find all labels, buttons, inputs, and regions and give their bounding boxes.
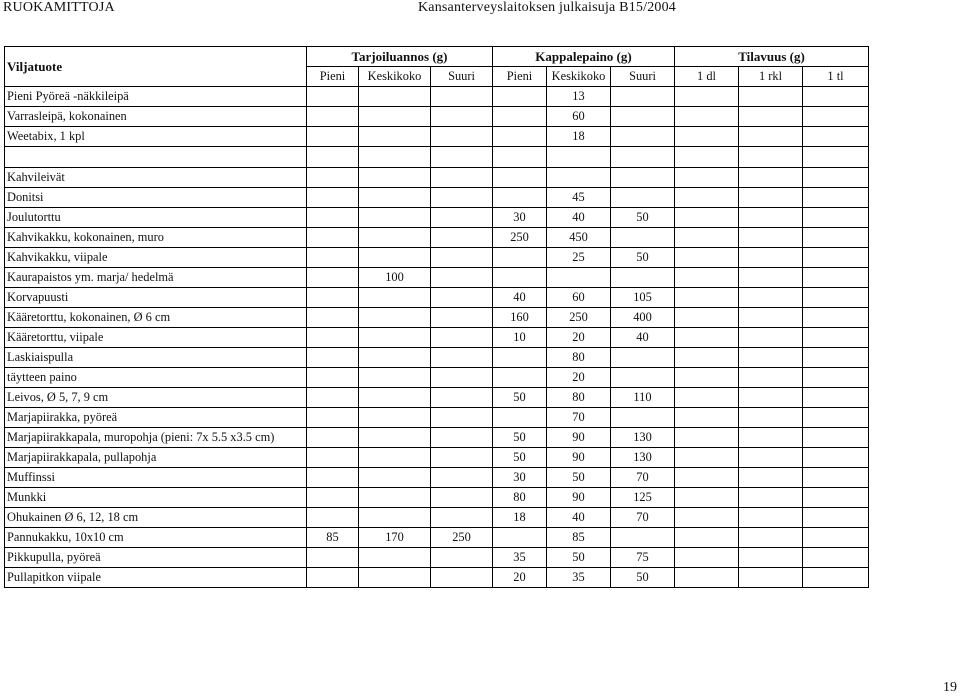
subheader: Keskikoko: [547, 67, 611, 87]
table-cell: [675, 568, 739, 588]
table-cell: [611, 127, 675, 147]
table-cell: [803, 288, 869, 308]
table-cell: [675, 228, 739, 248]
table-cell: [359, 368, 431, 388]
table-cell: [307, 448, 359, 468]
table-cell: 40: [547, 508, 611, 528]
table-cell: [803, 188, 869, 208]
table-row: [5, 528, 869, 548]
table-cell: 40: [611, 328, 675, 348]
table-cell: [359, 188, 431, 208]
table-row: [5, 308, 869, 328]
table-cell: 80: [493, 488, 547, 508]
table-cell: [431, 548, 493, 568]
table-cell: [431, 288, 493, 308]
table-cell: [493, 87, 547, 107]
table-row: [5, 448, 869, 468]
table-cell: [431, 408, 493, 428]
table-cell: [431, 568, 493, 588]
table-cell: 70: [547, 408, 611, 428]
table-cell: 85: [547, 528, 611, 548]
table-cell: [431, 168, 493, 188]
table-cell: [431, 107, 493, 127]
table-cell: [739, 408, 803, 428]
table-cell: [675, 147, 739, 168]
table-cell: [431, 388, 493, 408]
table-cell: [359, 127, 431, 147]
table-cell: [307, 408, 359, 428]
table-cell: [675, 188, 739, 208]
table-cell: [307, 127, 359, 147]
table-row: [5, 147, 869, 168]
table-cell: [675, 388, 739, 408]
table-cell: [307, 548, 359, 568]
table-cell: [611, 107, 675, 127]
table-cell: [611, 348, 675, 368]
table-cell: [611, 87, 675, 107]
row-label: Marjapiirakkapala, pullapohja: [5, 448, 307, 468]
table-cell: 60: [547, 288, 611, 308]
table-cell: [431, 228, 493, 248]
table-cell: [675, 528, 739, 548]
table-cell: [493, 147, 547, 168]
row-label: Kääretorttu, kokonainen, Ø 6 cm: [5, 308, 307, 328]
table-row: [5, 127, 869, 147]
table-cell: [493, 248, 547, 268]
row-label: Marjapiirakkapala, muropohja (pieni: 7x 5.5 x3.5 cm): [5, 428, 307, 448]
table-cell: [739, 508, 803, 528]
table-cell: [359, 428, 431, 448]
group-header-piece-weight: Kappalepaino (g): [493, 47, 675, 67]
table-cell: [611, 268, 675, 288]
table-cell: [739, 488, 803, 508]
table-cell: [803, 528, 869, 548]
table-cell: [803, 388, 869, 408]
table-cell: [359, 508, 431, 528]
table-cell: [803, 568, 869, 588]
subheader: Pieni: [493, 67, 547, 87]
table-cell: 50: [611, 248, 675, 268]
table-row: [5, 87, 869, 107]
table-cell: [359, 87, 431, 107]
table-row: [5, 288, 869, 308]
table-cell: [739, 468, 803, 488]
table-cell: [803, 488, 869, 508]
row-label: Laskiaispulla: [5, 348, 307, 368]
table-cell: [803, 248, 869, 268]
table-cell: [739, 208, 803, 228]
table-cell: 85: [307, 528, 359, 548]
table-cell: [307, 508, 359, 528]
table-cell: [739, 188, 803, 208]
table-cell: 20: [547, 328, 611, 348]
row-label: Varrasleipä, kokonainen: [5, 107, 307, 127]
table-cell: [307, 328, 359, 348]
row-label: Pikkupulla, pyöreä: [5, 548, 307, 568]
table-cell: [359, 308, 431, 328]
table-cell: 125: [611, 488, 675, 508]
table-cell: [431, 508, 493, 528]
table-cell: [493, 368, 547, 388]
table-cell: [307, 468, 359, 488]
table-cell: [739, 228, 803, 248]
table-cell: [307, 248, 359, 268]
table-cell: [675, 288, 739, 308]
table-cell: [803, 548, 869, 568]
table-cell: [675, 87, 739, 107]
table-cell: 30: [493, 468, 547, 488]
table-cell: [307, 268, 359, 288]
table-cell: [611, 168, 675, 188]
table-cell: [739, 127, 803, 147]
table-cell: [803, 348, 869, 368]
table-cell: [739, 87, 803, 107]
table-cell: [675, 348, 739, 368]
table-cell: [803, 508, 869, 528]
table-cell: [739, 288, 803, 308]
table-cell: [307, 308, 359, 328]
table-cell: [431, 308, 493, 328]
table-cell: 40: [493, 288, 547, 308]
table-cell: 35: [547, 568, 611, 588]
table-cell: [739, 268, 803, 288]
table-cell: [431, 127, 493, 147]
table-cell: 50: [547, 468, 611, 488]
row-label: Kahvikakku, kokonainen, muro: [5, 228, 307, 248]
table-cell: [803, 147, 869, 168]
table-cell: [307, 228, 359, 248]
row-label: Marjapiirakka, pyöreä: [5, 408, 307, 428]
row-label: Pieni Pyöreä -näkkileipä: [5, 87, 307, 107]
table-cell: 90: [547, 448, 611, 468]
table-cell: [431, 368, 493, 388]
table-cell: [675, 208, 739, 228]
table-cell: [803, 228, 869, 248]
table-cell: 400: [611, 308, 675, 328]
table-row: [5, 468, 869, 488]
table-row: [5, 348, 869, 368]
table-cell: [307, 388, 359, 408]
table-cell: [493, 528, 547, 548]
table-cell: [431, 208, 493, 228]
running-header-right: Kansanterveyslaitoksen julkaisuja B15/2004: [417, 0, 676, 15]
table-cell: 80: [547, 348, 611, 368]
table-cell: [359, 488, 431, 508]
table-cell: [675, 107, 739, 127]
table-cell: [493, 127, 547, 147]
table-cell: [307, 168, 359, 188]
table-cell: [611, 528, 675, 548]
table-cell: [359, 328, 431, 348]
table-cell: [547, 168, 611, 188]
table-cell: 45: [547, 188, 611, 208]
row-label: Pullapitkon viipale: [5, 568, 307, 588]
food-portion-table: [4, 46, 869, 588]
table-cell: 250: [493, 228, 547, 248]
table-cell: [739, 308, 803, 328]
table-cell: [739, 248, 803, 268]
table-row: [5, 548, 869, 568]
row-label: täytteen paino: [5, 368, 307, 388]
table-cell: [739, 568, 803, 588]
table-cell: [675, 328, 739, 348]
table-cell: [359, 248, 431, 268]
subheader: Suuri: [431, 67, 493, 87]
table-cell: 30: [493, 208, 547, 228]
table-row: [5, 107, 869, 127]
table-cell: [803, 368, 869, 388]
table-cell: [359, 388, 431, 408]
table-row: [5, 388, 869, 408]
table-row: [5, 428, 869, 448]
group-header-serving: Tarjoiluannos (g): [307, 47, 493, 67]
table-cell: 18: [493, 508, 547, 528]
table-cell: 10: [493, 328, 547, 348]
table-cell: [431, 147, 493, 168]
row-label: Weetabix, 1 kpl: [5, 127, 307, 147]
table-cell: [307, 147, 359, 168]
row-label: Kahvileivät: [5, 168, 307, 188]
table-cell: [547, 268, 611, 288]
table-cell: [493, 348, 547, 368]
table-cell: 70: [611, 468, 675, 488]
table-cell: 18: [547, 127, 611, 147]
table-cell: [307, 368, 359, 388]
table-cell: [307, 568, 359, 588]
subheader: Keskikoko: [359, 67, 431, 87]
table-cell: 130: [611, 448, 675, 468]
table-cell: [675, 368, 739, 388]
table-cell: 50: [611, 208, 675, 228]
table-cell: [675, 408, 739, 428]
table-cell: [739, 548, 803, 568]
table-cell: [431, 87, 493, 107]
table-cell: [803, 208, 869, 228]
table-cell: [739, 168, 803, 188]
table-row: [5, 248, 869, 268]
row-label: Korvapuusti: [5, 288, 307, 308]
table-cell: 50: [493, 448, 547, 468]
table-cell: [611, 368, 675, 388]
table-cell: [431, 188, 493, 208]
table-cell: [307, 188, 359, 208]
table-cell: 110: [611, 388, 675, 408]
table-cell: [359, 348, 431, 368]
table-cell: 90: [547, 428, 611, 448]
table-cell: [675, 268, 739, 288]
table-cell: [803, 448, 869, 468]
row-label: Kaurapaistos ym. marja/ hedelmä: [5, 268, 307, 288]
table-cell: [359, 468, 431, 488]
table-cell: [359, 448, 431, 468]
table-cell: 100: [359, 268, 431, 288]
table-cell: [431, 448, 493, 468]
table-cell: [431, 488, 493, 508]
table-cell: [359, 288, 431, 308]
table-cell: 75: [611, 548, 675, 568]
table-cell: [307, 428, 359, 448]
table-cell: [675, 308, 739, 328]
table-row: [5, 328, 869, 348]
table-cell: [739, 448, 803, 468]
table-cell: 60: [547, 107, 611, 127]
table-cell: [803, 328, 869, 348]
row-label: Munkki: [5, 488, 307, 508]
subheader: 1 tl: [803, 67, 869, 87]
table-cell: [675, 168, 739, 188]
row-label: Ohukainen Ø 6, 12, 18 cm: [5, 508, 307, 528]
table-cell: [803, 87, 869, 107]
table-cell: [803, 308, 869, 328]
page-number: 19: [943, 680, 957, 695]
table-cell: [493, 168, 547, 188]
table-cell: 170: [359, 528, 431, 548]
table-cell: [739, 147, 803, 168]
table-cell: [359, 208, 431, 228]
table-cell: [547, 147, 611, 168]
row-label: Joulutorttu: [5, 208, 307, 228]
group-header-volume: Tilavuus (g): [675, 47, 869, 67]
table-cell: [675, 488, 739, 508]
table-cell: [739, 328, 803, 348]
table-cell: [675, 508, 739, 528]
row-label: Muffinssi: [5, 468, 307, 488]
table-row: [5, 188, 869, 208]
table-cell: [307, 87, 359, 107]
table-cell: 50: [547, 548, 611, 568]
table-cell: 40: [547, 208, 611, 228]
table-cell: [675, 548, 739, 568]
table-cell: [803, 168, 869, 188]
table-cell: [739, 388, 803, 408]
table-cell: 130: [611, 428, 675, 448]
table-row: [5, 488, 869, 508]
table-cell: [431, 268, 493, 288]
table-cell: [803, 468, 869, 488]
table-cell: [739, 348, 803, 368]
subheader: Suuri: [611, 67, 675, 87]
subheader: 1 dl: [675, 67, 739, 87]
table-cell: [803, 408, 869, 428]
table-row: [5, 568, 869, 588]
row-label: Kahvikakku, viipale: [5, 248, 307, 268]
table-cell: [739, 528, 803, 548]
row-label: [5, 147, 307, 168]
table-cell: 250: [547, 308, 611, 328]
table-cell: [493, 188, 547, 208]
running-header-left: RUOKAMITTOJA: [3, 0, 115, 15]
table-cell: [493, 408, 547, 428]
table-cell: [359, 228, 431, 248]
table-cell: [739, 107, 803, 127]
table-cell: 50: [611, 568, 675, 588]
row-label: Kääretorttu, viipale: [5, 328, 307, 348]
table-cell: 20: [547, 368, 611, 388]
table-cell: 250: [431, 528, 493, 548]
table-cell: [675, 448, 739, 468]
table-cell: [803, 127, 869, 147]
row-label: Leivos, Ø 5, 7, 9 cm: [5, 388, 307, 408]
row-label: Pannukakku, 10x10 cm: [5, 528, 307, 548]
table-cell: [611, 147, 675, 168]
table-cell: 90: [547, 488, 611, 508]
table-cell: 450: [547, 228, 611, 248]
table-cell: 105: [611, 288, 675, 308]
table-row: [5, 268, 869, 288]
table-cell: 20: [493, 568, 547, 588]
table-cell: [431, 248, 493, 268]
table-row: [5, 228, 869, 248]
table-cell: [739, 368, 803, 388]
subheader: Pieni: [307, 67, 359, 87]
table-cell: [739, 428, 803, 448]
table-cell: [675, 127, 739, 147]
row-label: Donitsi: [5, 188, 307, 208]
table-cell: [359, 568, 431, 588]
table-row: [5, 368, 869, 388]
table-cell: [359, 548, 431, 568]
table-cell: 70: [611, 508, 675, 528]
table-cell: [307, 107, 359, 127]
table-cell: [675, 468, 739, 488]
table-group-header-row: [5, 47, 869, 67]
table-cell: [307, 348, 359, 368]
table-cell: 160: [493, 308, 547, 328]
table-cell: 80: [547, 388, 611, 408]
table-cell: [359, 408, 431, 428]
table-cell: 50: [493, 388, 547, 408]
table-cell: [359, 147, 431, 168]
table-cell: [611, 188, 675, 208]
table-cell: [675, 248, 739, 268]
subheader: 1 rkl: [739, 67, 803, 87]
table-cell: [675, 428, 739, 448]
table-cell: 13: [547, 87, 611, 107]
table-cell: [359, 107, 431, 127]
table-row: [5, 408, 869, 428]
table-cell: 25: [547, 248, 611, 268]
table-cell: [803, 428, 869, 448]
table-cell: [307, 288, 359, 308]
table-cell: [431, 468, 493, 488]
product-column-header: Viljatuote: [5, 47, 307, 87]
table-cell: [803, 107, 869, 127]
table-cell: [307, 488, 359, 508]
table-cell: 35: [493, 548, 547, 568]
table-cell: [431, 348, 493, 368]
table-cell: [611, 228, 675, 248]
table-cell: [803, 268, 869, 288]
table-row: [5, 168, 869, 188]
table-row: [5, 508, 869, 528]
table-cell: [493, 107, 547, 127]
table-cell: [611, 408, 675, 428]
table-cell: [431, 328, 493, 348]
table-cell: [307, 208, 359, 228]
table-cell: [359, 168, 431, 188]
table-cell: [493, 268, 547, 288]
table-cell: 50: [493, 428, 547, 448]
table-cell: [431, 428, 493, 448]
table-row: [5, 208, 869, 228]
